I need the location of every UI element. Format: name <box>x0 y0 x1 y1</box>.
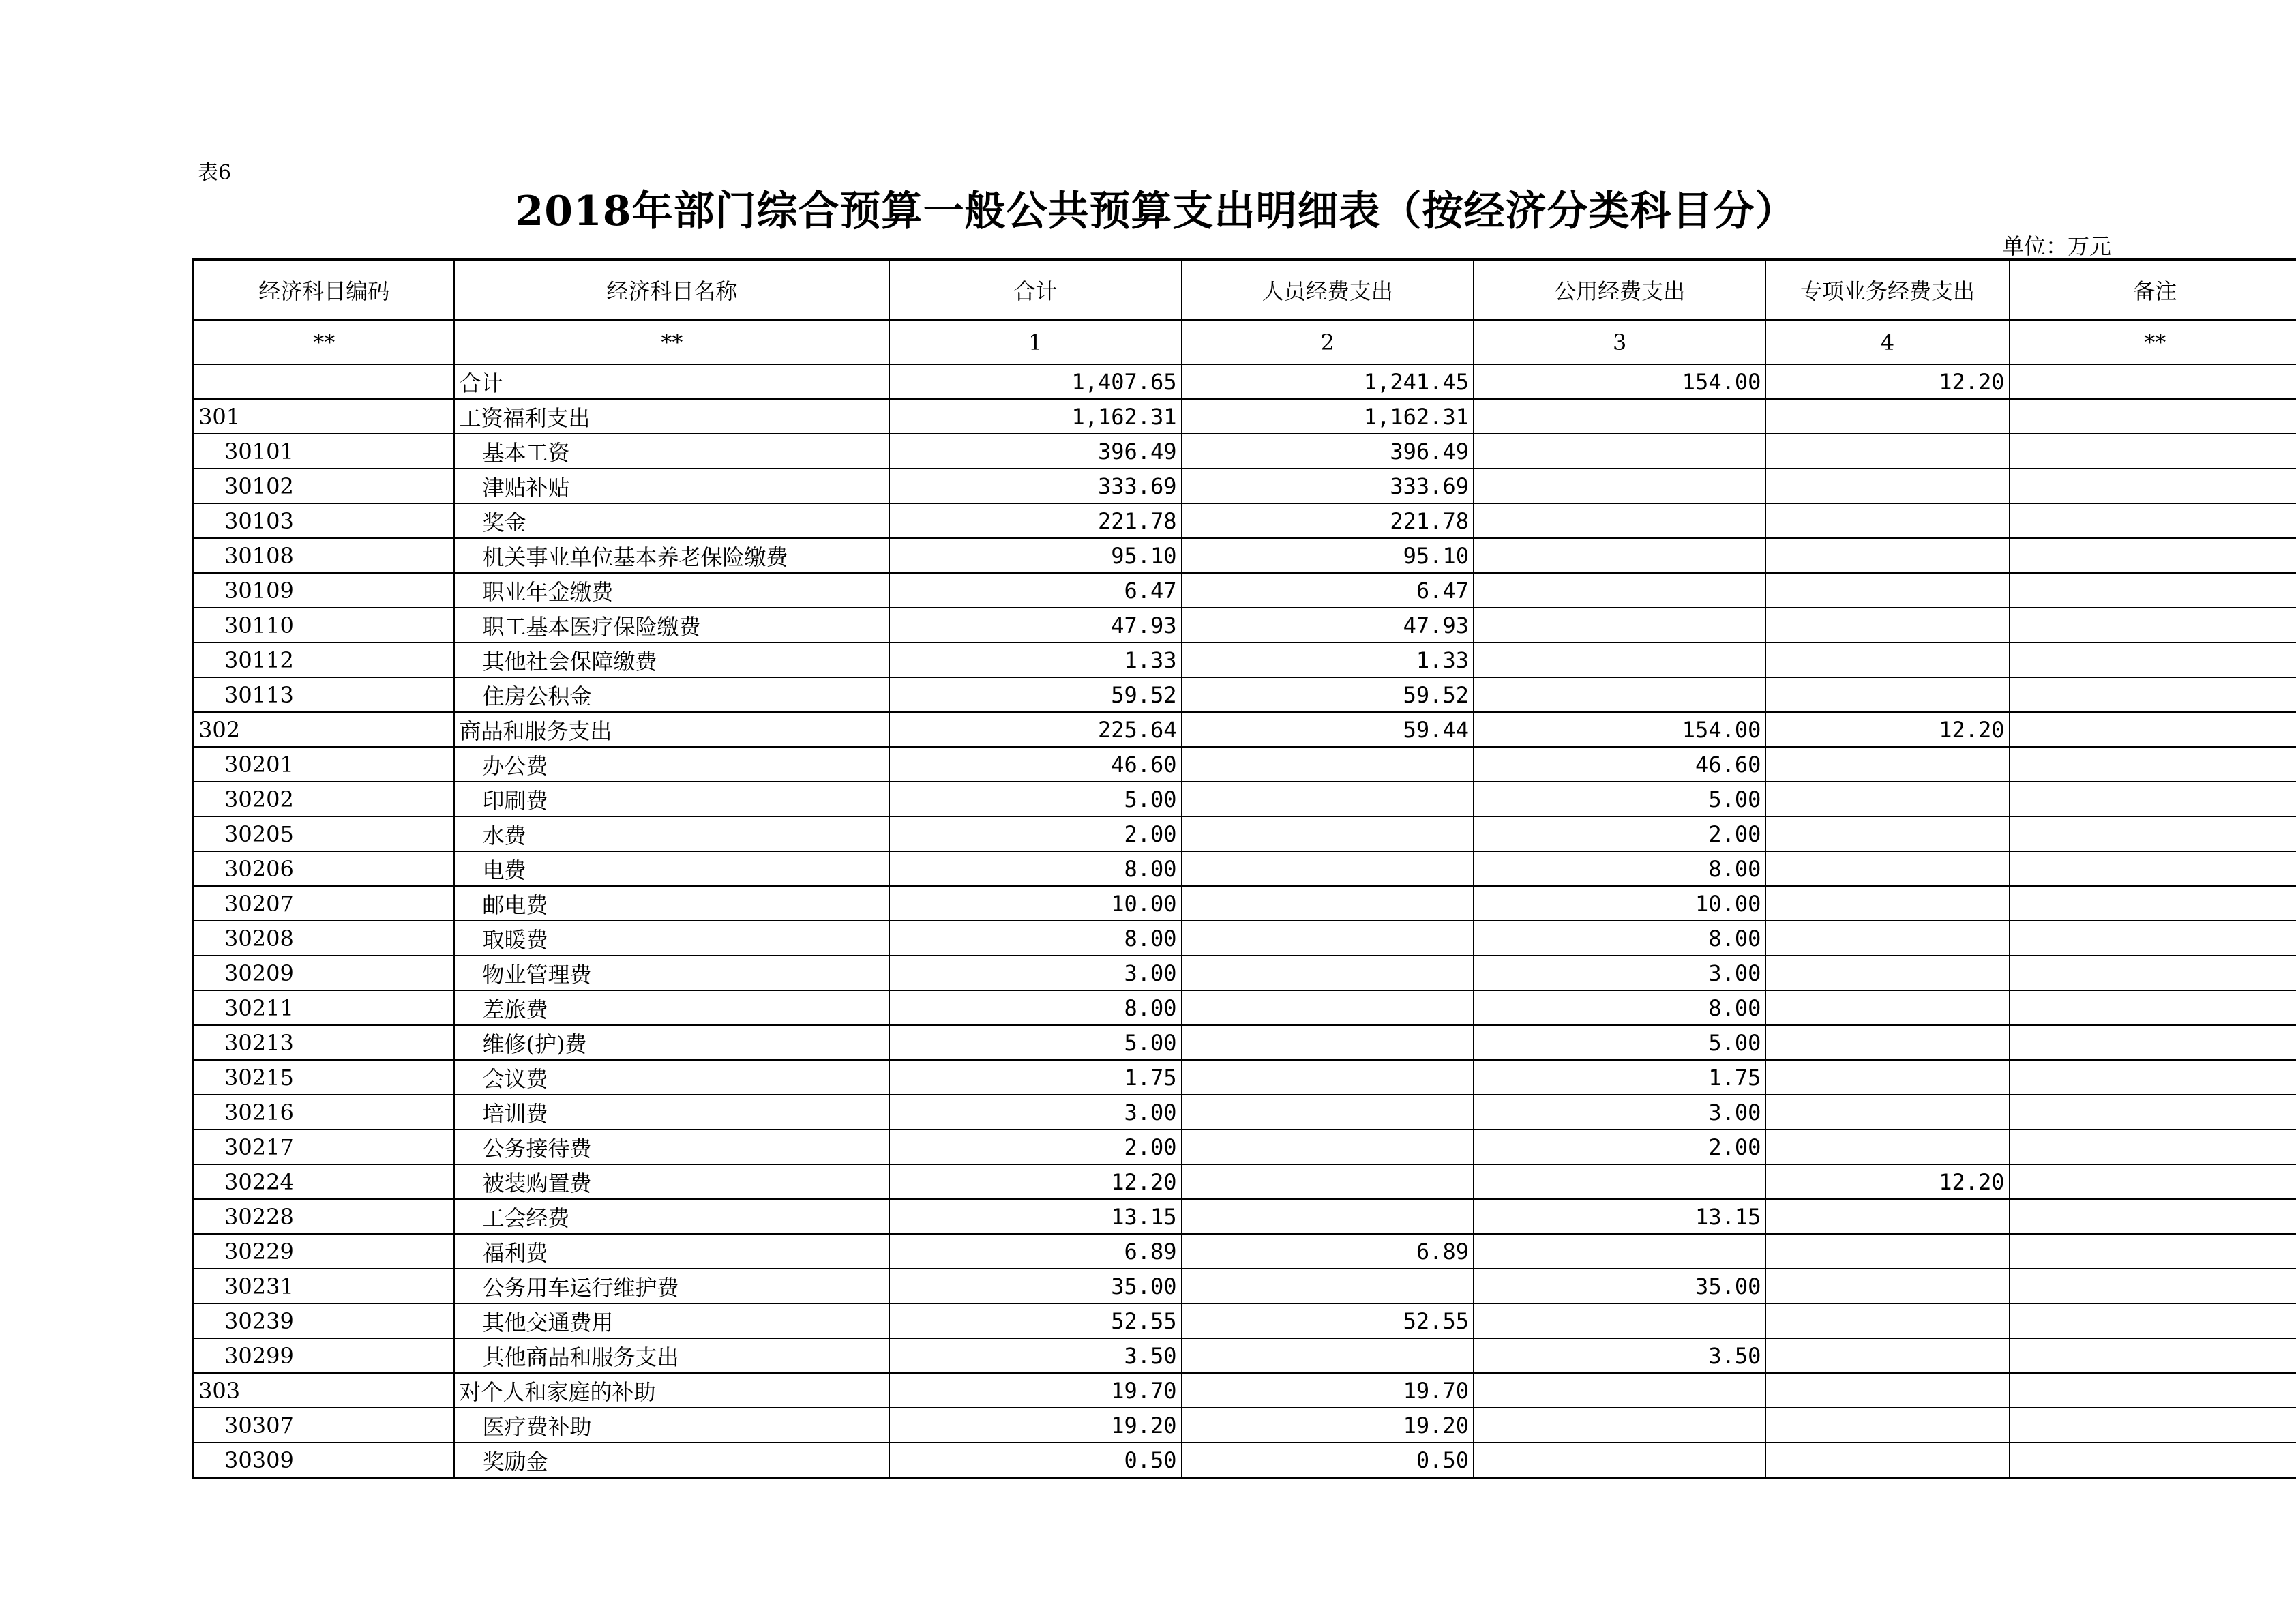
colnum-name: ** <box>454 320 889 364</box>
table-row <box>193 1164 2296 1199</box>
cell-special <box>1765 886 2009 921</box>
colnum-code: ** <box>193 320 454 364</box>
cell-total: 396.49 <box>889 434 1181 469</box>
cell-special <box>1765 851 2009 886</box>
cell-total: 19.20 <box>889 1408 1181 1443</box>
cell-personnel <box>1182 886 1474 921</box>
table-row <box>193 1060 2296 1095</box>
cell-total: 225.64 <box>889 712 1181 747</box>
cell-code: 30206 <box>193 851 454 886</box>
cell-note <box>2010 643 2296 677</box>
cell-special <box>1765 747 2009 782</box>
cell-special <box>1765 816 2009 851</box>
cell-total: 46.60 <box>889 747 1181 782</box>
cell-note <box>2010 851 2296 886</box>
cell-note <box>2010 1443 2296 1478</box>
cell-personnel <box>1182 1095 1474 1130</box>
colnum-total: 1 <box>889 320 1181 364</box>
cell-note <box>2010 538 2296 573</box>
table-row <box>193 1408 2296 1443</box>
cell-code: 30231 <box>193 1269 454 1303</box>
cell-public: 3.50 <box>1474 1338 1765 1373</box>
cell-total: 6.89 <box>889 1234 1181 1269</box>
cell-special: 12.20 <box>1765 1164 2009 1199</box>
cell-code: 302 <box>193 712 454 747</box>
table-row <box>193 1373 2296 1408</box>
cell-code: 30209 <box>193 956 454 990</box>
header-special: 专项业务经费支出 <box>1765 259 2009 320</box>
cell-name: 电费 <box>454 851 889 886</box>
cell-name: 合计 <box>454 364 889 399</box>
cell-public: 35.00 <box>1474 1269 1765 1303</box>
cell-personnel <box>1182 1199 1474 1234</box>
cell-code: 30108 <box>193 538 454 573</box>
cell-code: 30205 <box>193 816 454 851</box>
table-row <box>193 573 2296 608</box>
cell-name: 维修(护)费 <box>454 1025 889 1060</box>
cell-special <box>1765 990 2009 1025</box>
cell-code: 30309 <box>193 1443 454 1478</box>
cell-name: 奖励金 <box>454 1443 889 1478</box>
cell-personnel: 19.70 <box>1182 1373 1474 1408</box>
cell-personnel <box>1182 747 1474 782</box>
cell-note <box>2010 434 2296 469</box>
cell-special <box>1765 1234 2009 1269</box>
table-number-label: 表6 <box>198 161 232 185</box>
cell-note <box>2010 364 2296 399</box>
cell-total: 8.00 <box>889 921 1181 956</box>
cell-personnel: 396.49 <box>1182 434 1474 469</box>
cell-public: 3.00 <box>1474 956 1765 990</box>
cell-name: 印刷费 <box>454 782 889 816</box>
cell-total: 3.50 <box>889 1338 1181 1373</box>
cell-personnel: 19.20 <box>1182 1408 1474 1443</box>
cell-name: 住房公积金 <box>454 677 889 712</box>
cell-note <box>2010 1303 2296 1338</box>
cell-special <box>1765 538 2009 573</box>
cell-special <box>1765 1199 2009 1234</box>
cell-code: 30228 <box>193 1199 454 1234</box>
cell-total: 5.00 <box>889 1025 1181 1060</box>
cell-name: 公务接待费 <box>454 1130 889 1164</box>
cell-personnel: 333.69 <box>1182 469 1474 503</box>
cell-personnel: 47.93 <box>1182 608 1474 643</box>
cell-public: 5.00 <box>1474 1025 1765 1060</box>
cell-name: 对个人和家庭的补助 <box>454 1373 889 1408</box>
cell-special <box>1765 573 2009 608</box>
cell-public <box>1474 1443 1765 1478</box>
header-code: 经济科目编码 <box>193 259 454 320</box>
cell-total: 2.00 <box>889 816 1181 851</box>
cell-public <box>1474 608 1765 643</box>
cell-total: 59.52 <box>889 677 1181 712</box>
cell-special <box>1765 608 2009 643</box>
cell-code: 30112 <box>193 643 454 677</box>
cell-public: 46.60 <box>1474 747 1765 782</box>
cell-name: 职业年金缴费 <box>454 573 889 608</box>
cell-note <box>2010 712 2296 747</box>
cell-note <box>2010 503 2296 538</box>
cell-personnel: 6.47 <box>1182 573 1474 608</box>
header-public: 公用经费支出 <box>1474 259 1765 320</box>
table-row <box>193 643 2296 677</box>
cell-code: 30109 <box>193 573 454 608</box>
table-row <box>193 677 2296 712</box>
cell-special <box>1765 1025 2009 1060</box>
colnum-personnel: 2 <box>1182 320 1474 364</box>
table-row <box>193 538 2296 573</box>
table-row <box>193 503 2296 538</box>
cell-special <box>1765 1060 2009 1095</box>
cell-special: 12.20 <box>1765 712 2009 747</box>
table-row <box>193 851 2296 886</box>
table-row <box>193 1025 2296 1060</box>
cell-code: 30211 <box>193 990 454 1025</box>
table-row <box>193 921 2296 956</box>
table-row <box>193 1338 2296 1373</box>
cell-personnel <box>1182 816 1474 851</box>
cell-total: 3.00 <box>889 956 1181 990</box>
cell-personnel: 52.55 <box>1182 1303 1474 1338</box>
cell-public: 154.00 <box>1474 364 1765 399</box>
cell-special <box>1765 956 2009 990</box>
cell-note <box>2010 1199 2296 1234</box>
cell-note <box>2010 886 2296 921</box>
cell-special <box>1765 434 2009 469</box>
cell-code: 30216 <box>193 1095 454 1130</box>
cell-total: 1.33 <box>889 643 1181 677</box>
cell-public: 13.15 <box>1474 1199 1765 1234</box>
cell-special <box>1765 1408 2009 1443</box>
expenditure-table <box>192 258 2296 1479</box>
cell-name: 其他社会保障缴费 <box>454 643 889 677</box>
table-row <box>193 956 2296 990</box>
cell-code: 30239 <box>193 1303 454 1338</box>
cell-code: 30307 <box>193 1408 454 1443</box>
cell-name: 邮电费 <box>454 886 889 921</box>
table-row <box>193 886 2296 921</box>
cell-name: 会议费 <box>454 1060 889 1095</box>
cell-special <box>1765 399 2009 434</box>
cell-total: 35.00 <box>889 1269 1181 1303</box>
cell-note <box>2010 1130 2296 1164</box>
cell-name: 其他商品和服务支出 <box>454 1338 889 1373</box>
cell-note <box>2010 956 2296 990</box>
cell-special <box>1765 1303 2009 1338</box>
cell-total: 95.10 <box>889 538 1181 573</box>
cell-note <box>2010 1234 2296 1269</box>
cell-public <box>1474 1373 1765 1408</box>
cell-personnel: 59.44 <box>1182 712 1474 747</box>
cell-personnel <box>1182 956 1474 990</box>
cell-note <box>2010 1408 2296 1443</box>
cell-public <box>1474 1303 1765 1338</box>
cell-name: 工会经费 <box>454 1199 889 1234</box>
cell-total: 1.75 <box>889 1060 1181 1095</box>
cell-personnel <box>1182 1130 1474 1164</box>
cell-name: 奖金 <box>454 503 889 538</box>
cell-public: 5.00 <box>1474 782 1765 816</box>
table-body <box>193 364 2296 1478</box>
cell-name: 职工基本医疗保险缴费 <box>454 608 889 643</box>
cell-personnel <box>1182 921 1474 956</box>
cell-code: 30201 <box>193 747 454 782</box>
cell-special <box>1765 469 2009 503</box>
cell-note <box>2010 1269 2296 1303</box>
cell-special <box>1765 921 2009 956</box>
cell-name: 工资福利支出 <box>454 399 889 434</box>
cell-public: 3.00 <box>1474 1095 1765 1130</box>
cell-code: 30215 <box>193 1060 454 1095</box>
cell-personnel <box>1182 1338 1474 1373</box>
cell-name: 基本工资 <box>454 434 889 469</box>
cell-total: 47.93 <box>889 608 1181 643</box>
cell-name: 其他交通费用 <box>454 1303 889 1338</box>
cell-code: 30101 <box>193 434 454 469</box>
cell-code: 30207 <box>193 886 454 921</box>
cell-name: 培训费 <box>454 1095 889 1130</box>
cell-name: 物业管理费 <box>454 956 889 990</box>
cell-total: 10.00 <box>889 886 1181 921</box>
cell-public <box>1474 434 1765 469</box>
table-row <box>193 1095 2296 1130</box>
table-row <box>193 399 2296 434</box>
cell-note <box>2010 990 2296 1025</box>
table-row <box>193 469 2296 503</box>
cell-special <box>1765 643 2009 677</box>
cell-special <box>1765 1095 2009 1130</box>
unit-label: 单位：万元 <box>2001 233 2111 259</box>
cell-total: 5.00 <box>889 782 1181 816</box>
cell-public <box>1474 643 1765 677</box>
cell-note <box>2010 573 2296 608</box>
cell-personnel: 221.78 <box>1182 503 1474 538</box>
cell-note <box>2010 1338 2296 1373</box>
cell-name: 差旅费 <box>454 990 889 1025</box>
cell-code: 30229 <box>193 1234 454 1269</box>
cell-note <box>2010 921 2296 956</box>
cell-name: 津贴补贴 <box>454 469 889 503</box>
cell-public: 8.00 <box>1474 851 1765 886</box>
table-row <box>193 816 2296 851</box>
cell-public: 1.75 <box>1474 1060 1765 1095</box>
cell-total: 2.00 <box>889 1130 1181 1164</box>
cell-note <box>2010 1373 2296 1408</box>
cell-personnel: 1,162.31 <box>1182 399 1474 434</box>
cell-public <box>1474 399 1765 434</box>
table-row <box>193 1130 2296 1164</box>
cell-personnel: 1,241.45 <box>1182 364 1474 399</box>
cell-public <box>1474 503 1765 538</box>
cell-name: 水费 <box>454 816 889 851</box>
cell-public: 2.00 <box>1474 816 1765 851</box>
table-row <box>193 1199 2296 1234</box>
cell-special <box>1765 1130 2009 1164</box>
cell-total: 6.47 <box>889 573 1181 608</box>
cell-total: 19.70 <box>889 1373 1181 1408</box>
cell-public <box>1474 573 1765 608</box>
cell-code: 30202 <box>193 782 454 816</box>
cell-name: 福利费 <box>454 1234 889 1269</box>
header-total: 合计 <box>889 259 1181 320</box>
table-row <box>193 1303 2296 1338</box>
table-row <box>193 608 2296 643</box>
table-row <box>193 364 2296 399</box>
table-row <box>193 990 2296 1025</box>
header-note: 备注 <box>2010 259 2296 320</box>
cell-name: 取暖费 <box>454 921 889 956</box>
header-personnel: 人员经费支出 <box>1182 259 1474 320</box>
cell-personnel <box>1182 1025 1474 1060</box>
cell-special <box>1765 1443 2009 1478</box>
header-row <box>193 259 2296 320</box>
colnum-public: 3 <box>1474 320 1765 364</box>
cell-code: 30208 <box>193 921 454 956</box>
cell-personnel: 59.52 <box>1182 677 1474 712</box>
cell-name: 公务用车运行维护费 <box>454 1269 889 1303</box>
table-row <box>193 782 2296 816</box>
cell-note <box>2010 782 2296 816</box>
cell-code: 30102 <box>193 469 454 503</box>
cell-note <box>2010 747 2296 782</box>
cell-personnel: 95.10 <box>1182 538 1474 573</box>
cell-special: 12.20 <box>1765 364 2009 399</box>
cell-total: 8.00 <box>889 990 1181 1025</box>
cell-public: 8.00 <box>1474 921 1765 956</box>
cell-code: 30110 <box>193 608 454 643</box>
cell-personnel <box>1182 1164 1474 1199</box>
cell-name: 商品和服务支出 <box>454 712 889 747</box>
cell-public <box>1474 677 1765 712</box>
cell-personnel <box>1182 1060 1474 1095</box>
cell-public <box>1474 538 1765 573</box>
table-row <box>193 1269 2296 1303</box>
header-name: 经济科目名称 <box>454 259 889 320</box>
colnum-note: ** <box>2010 320 2296 364</box>
cell-special <box>1765 503 2009 538</box>
cell-personnel <box>1182 782 1474 816</box>
cell-personnel <box>1182 851 1474 886</box>
cell-total: 221.78 <box>889 503 1181 538</box>
cell-special <box>1765 782 2009 816</box>
cell-total: 52.55 <box>889 1303 1181 1338</box>
cell-public: 10.00 <box>1474 886 1765 921</box>
cell-public: 154.00 <box>1474 712 1765 747</box>
cell-note <box>2010 469 2296 503</box>
cell-note <box>2010 1164 2296 1199</box>
cell-name: 被装购置费 <box>454 1164 889 1199</box>
cell-code: 30217 <box>193 1130 454 1164</box>
cell-name: 办公费 <box>454 747 889 782</box>
cell-personnel: 0.50 <box>1182 1443 1474 1478</box>
cell-personnel <box>1182 1269 1474 1303</box>
cell-total: 12.20 <box>889 1164 1181 1199</box>
cell-code: 30213 <box>193 1025 454 1060</box>
cell-note <box>2010 1025 2296 1060</box>
cell-public <box>1474 1234 1765 1269</box>
cell-code: 301 <box>193 399 454 434</box>
cell-public <box>1474 1164 1765 1199</box>
cell-total: 1,162.31 <box>889 399 1181 434</box>
table-row <box>193 1234 2296 1269</box>
cell-code: 30224 <box>193 1164 454 1199</box>
cell-note <box>2010 677 2296 712</box>
cell-special <box>1765 1373 2009 1408</box>
cell-public: 8.00 <box>1474 990 1765 1025</box>
cell-note <box>2010 1060 2296 1095</box>
cell-personnel: 6.89 <box>1182 1234 1474 1269</box>
cell-special <box>1765 1338 2009 1373</box>
cell-total: 8.00 <box>889 851 1181 886</box>
cell-total: 0.50 <box>889 1443 1181 1478</box>
cell-total: 13.15 <box>889 1199 1181 1234</box>
cell-special <box>1765 1269 2009 1303</box>
cell-special <box>1765 677 2009 712</box>
cell-code: 30299 <box>193 1338 454 1373</box>
cell-total: 1,407.65 <box>889 364 1181 399</box>
column-number-row <box>193 320 2296 364</box>
cell-code: 30103 <box>193 503 454 538</box>
cell-personnel <box>1182 990 1474 1025</box>
table-row <box>193 712 2296 747</box>
table-row <box>193 1443 2296 1478</box>
cell-note <box>2010 608 2296 643</box>
table-row <box>193 747 2296 782</box>
page-title: 2018年部门综合预算一般公共预算支出明细表（按经济分类科目分） <box>515 188 1797 235</box>
cell-name: 医疗费补助 <box>454 1408 889 1443</box>
cell-code: 30113 <box>193 677 454 712</box>
cell-public <box>1474 1408 1765 1443</box>
cell-note <box>2010 816 2296 851</box>
cell-personnel: 1.33 <box>1182 643 1474 677</box>
cell-code: 303 <box>193 1373 454 1408</box>
cell-name: 机关事业单位基本养老保险缴费 <box>454 538 889 573</box>
cell-public <box>1474 469 1765 503</box>
cell-note <box>2010 399 2296 434</box>
cell-note <box>2010 1095 2296 1130</box>
cell-total: 3.00 <box>889 1095 1181 1130</box>
colnum-special: 4 <box>1765 320 2009 364</box>
cell-public: 2.00 <box>1474 1130 1765 1164</box>
cell-total: 333.69 <box>889 469 1181 503</box>
cell-code <box>193 364 454 399</box>
table-row <box>193 434 2296 469</box>
